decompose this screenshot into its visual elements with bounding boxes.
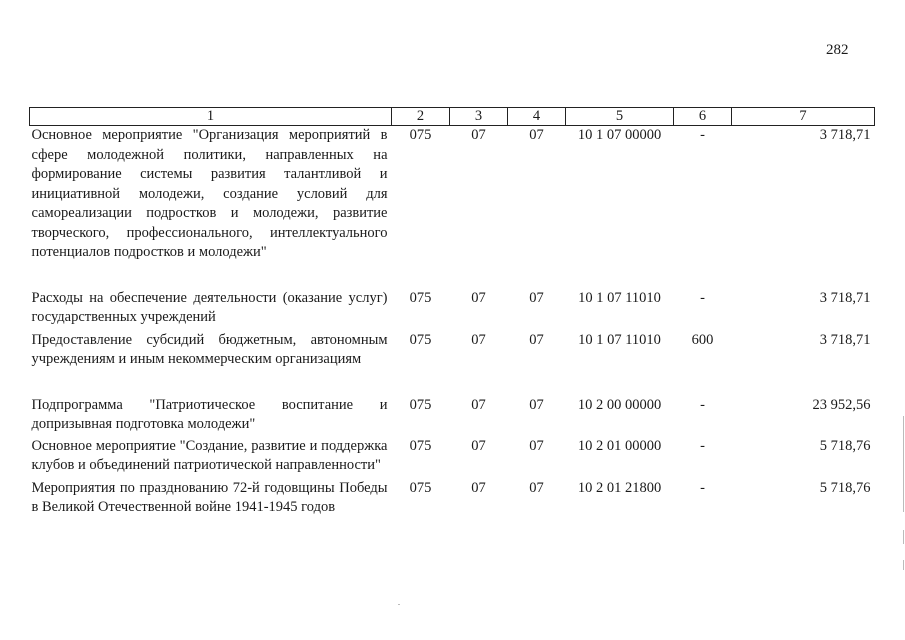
row-code-5: 10 1 07 11010 (578, 331, 661, 348)
header-col-5: 5 (566, 108, 674, 126)
row-amount: 3 718,71 (819, 289, 871, 306)
row-description: Предоставление субсидий бюджетным, автономным учреждениям и иным некоммерческим организациям (31, 331, 388, 367)
scan-artifact-dot (398, 604, 400, 605)
row-code-6: - (700, 127, 705, 143)
row-description: Основное мероприятие "Организация мероприятий в сфере молодежной политики, направленных на формирование системы развития талантливой и инициативной молодежи, создание условий для самореализации подростков и молодежи, развитие творческого, профессионального, интеллектуального потенциалов подростков и молодежи" (31, 127, 388, 260)
table-row (30, 126, 875, 263)
row-code-5: 10 2 01 00000 (577, 437, 662, 454)
row-code-4: 07 (529, 396, 544, 413)
page-number: 282 (826, 42, 849, 58)
row-description: Мероприятия по празднованию 72-й годовщины Победы в Великой Отечественной войне 1941-1945 годов (31, 479, 388, 515)
row-amount: 3 718,71 (819, 331, 871, 348)
row-description: Расходы на обеспечение деятельности (оказание услуг) государственных учреждений (31, 289, 388, 325)
row-amount: 5 718,76 (819, 479, 871, 496)
header-col-3: 3 (450, 108, 508, 126)
table-body (30, 126, 875, 518)
row-code-2: 075 (409, 331, 432, 348)
scan-artifact-line (903, 416, 904, 512)
row-code-3: 07 (471, 289, 486, 306)
row-code-3: 07 (471, 479, 486, 496)
budget-table (29, 107, 875, 518)
row-code-6: - (700, 479, 705, 496)
row-code-5: 10 2 01 21800 (577, 479, 662, 496)
row-spacer (30, 370, 875, 396)
row-code-3: 07 (471, 331, 486, 348)
row-code-4: 07 (529, 127, 544, 143)
table-row (30, 289, 875, 328)
row-code-5: 10 1 07 00000 (577, 127, 662, 143)
row-code-6: - (700, 289, 705, 306)
row-description: Основное мероприятие "Создание, развитие и поддержка клубов и объединений патриотической направленности" (31, 437, 388, 473)
row-code-4: 07 (529, 331, 544, 348)
table-header (30, 108, 875, 126)
row-code-5: 10 2 00 00000 (577, 396, 662, 413)
row-code-2: 075 (409, 289, 432, 306)
row-amount: 23 952,56 (812, 396, 871, 413)
table-row (30, 479, 875, 518)
row-code-6: 600 (691, 331, 714, 348)
row-code-2: 075 (409, 479, 432, 496)
row-code-2: 075 (409, 127, 432, 143)
row-code-4: 07 (529, 479, 544, 496)
header-col-6: 6 (674, 108, 732, 126)
header-row (30, 108, 875, 126)
table-row (30, 396, 875, 435)
row-code-6: - (700, 396, 705, 413)
header-col-2: 2 (392, 108, 450, 126)
row-description: Подпрограмма "Патриотическое воспитание и допризывная подготовка молодежи" (31, 396, 388, 432)
row-code-2: 075 (409, 396, 432, 413)
scan-artifact-line (903, 530, 904, 544)
header-col-4: 4 (508, 108, 566, 126)
row-code-5: 10 1 07 11010 (578, 289, 661, 306)
header-col-1: 1 (30, 108, 392, 126)
row-code-3: 07 (471, 396, 486, 413)
row-code-4: 07 (529, 437, 544, 454)
row-code-2: 075 (409, 437, 432, 454)
row-code-3: 07 (471, 437, 486, 454)
header-col-7: 7 (732, 108, 875, 126)
row-amount: 5 718,76 (819, 437, 871, 454)
row-code-4: 07 (529, 289, 544, 306)
row-code-3: 07 (471, 127, 486, 143)
row-amount: 3 718,71 (819, 127, 871, 143)
row-spacer (30, 263, 875, 289)
row-code-6: - (700, 437, 705, 454)
scan-artifact-line (903, 560, 904, 570)
table-row (30, 331, 875, 370)
table-row (30, 437, 875, 476)
